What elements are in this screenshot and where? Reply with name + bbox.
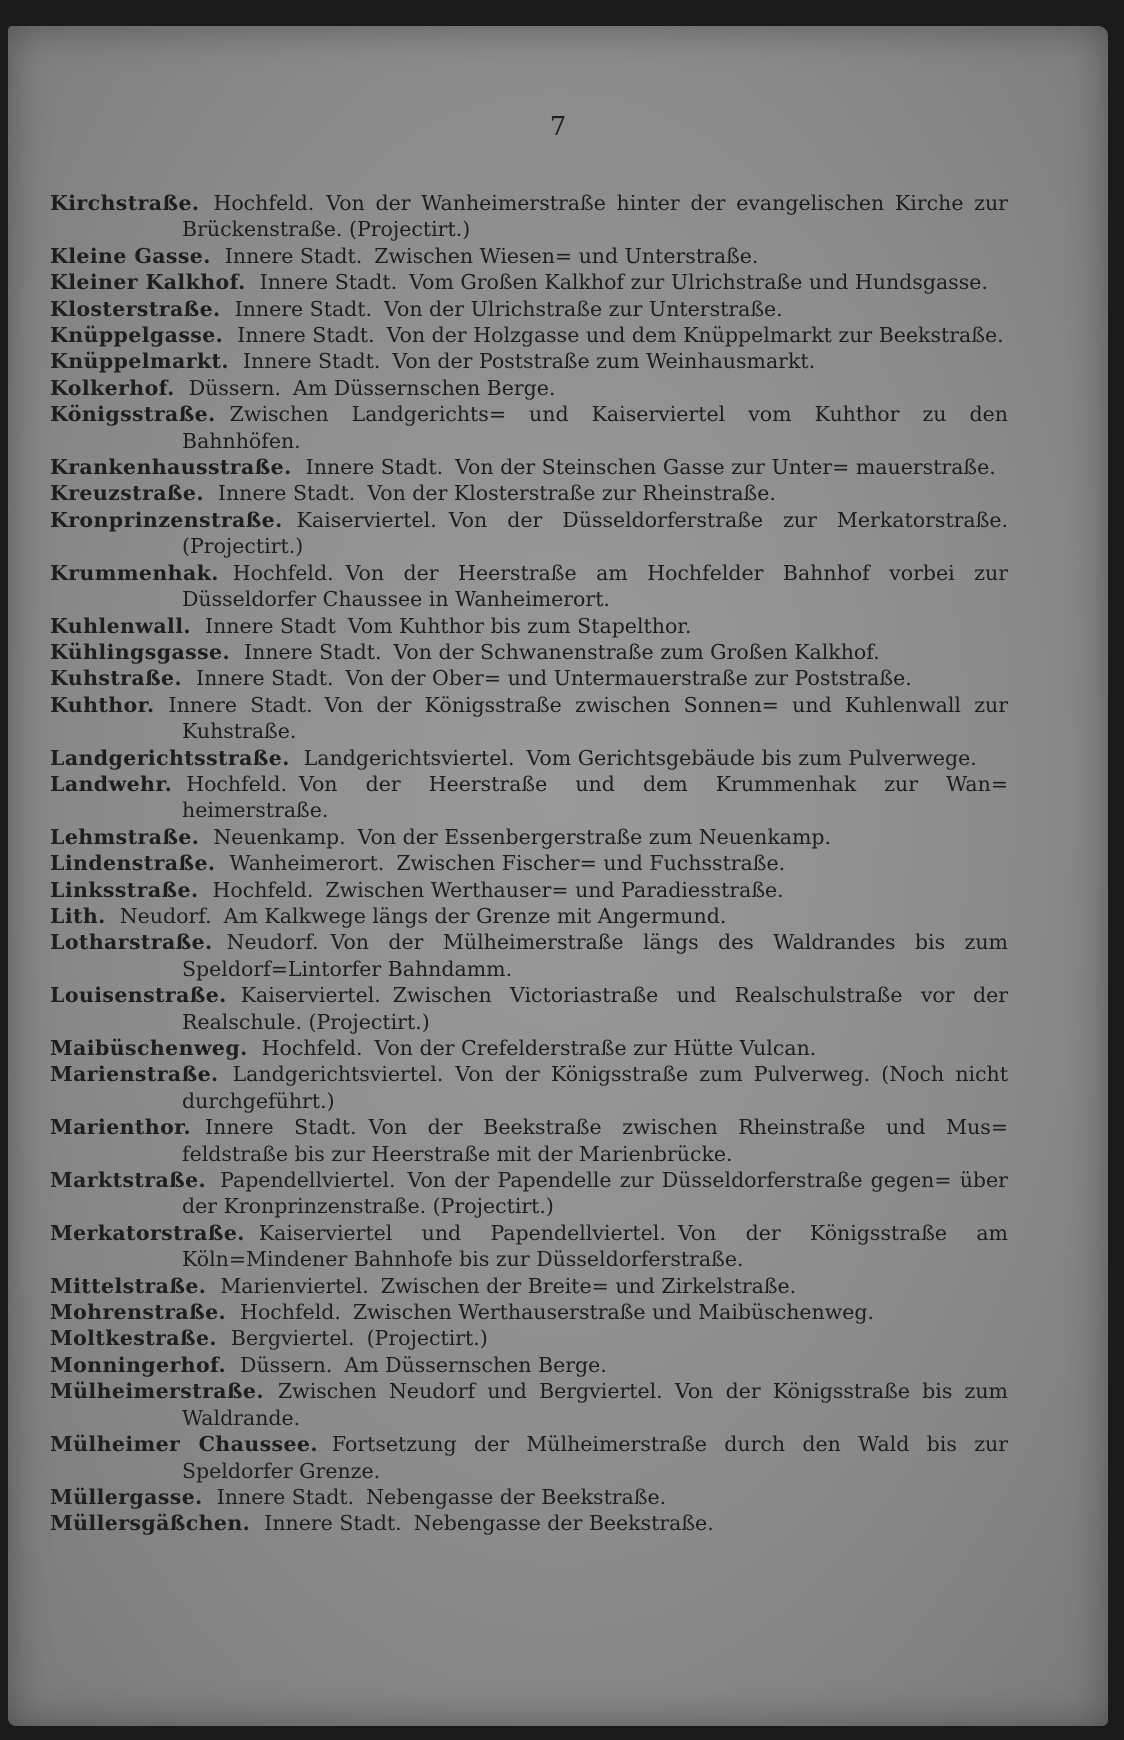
street-entry (50, 1167, 1008, 1220)
street-description: Zwischen der Breite= und Zirkelstraße. (380, 1273, 797, 1298)
street-district: Kaiserviertel. (296, 507, 437, 532)
street-entry (50, 1484, 1008, 1510)
street-description: Von der Ulrichstraße zur Unterstraße. (384, 296, 783, 321)
street-entry (50, 665, 1008, 691)
street-district: Hochfeld. (213, 191, 315, 215)
street-district: Innere Stadt. (205, 1115, 357, 1140)
street-district: Düssern. (188, 375, 282, 400)
street-district: Marienviertel. (220, 1273, 369, 1298)
street-description: Am Kalkwege längs der Grenze mit Angermund. (223, 903, 727, 928)
street-description: Von der Klosterstraße zur Rheinstraße. (367, 481, 776, 506)
street-description: Zwischen Werthauserstraße und Maibüschenweg. (352, 1300, 875, 1325)
street-name: Kuhthor. (50, 692, 155, 717)
street-entry (50, 560, 1008, 613)
street-district: Düssern. (240, 1352, 333, 1377)
street-entry (50, 507, 1008, 560)
street-description: Vom Kuhthor bis zum Stapelthor. (347, 613, 692, 638)
street-name: Landwehr. (50, 771, 173, 796)
street-description: Nebengasse der Beekstraße. (413, 1511, 714, 1536)
street-name: Königsstraße. (50, 402, 216, 427)
street-name: Marienstraße. (50, 1062, 219, 1087)
street-district: Hochfeld. (186, 771, 288, 796)
street-name: Lehmstraße. (50, 824, 200, 849)
street-name: Knüppelgasse. (50, 323, 224, 348)
street-entry (50, 639, 1008, 665)
street-district: Hochfeld. (212, 877, 314, 902)
street-name: Moltkestraße. (50, 1326, 217, 1351)
street-name: Kühlingsgasse. (50, 639, 231, 664)
street-description: Zwischen Neudorf und Bergviertel. Von der Königsstraße bis zum Waldrande. (182, 1379, 1008, 1430)
street-entry (50, 1352, 1008, 1378)
street-district: Kaiserviertel und Papendellviertel. (258, 1220, 666, 1245)
street-description: Von der Königsstraße zwischen Sonnen= und Kuhlenwall zur Kuhstraße. (182, 692, 1009, 744)
street-description: Am Düssernschen Berge. (344, 1352, 607, 1377)
street-district: Innere Stadt. (237, 323, 375, 348)
street-name: Mülheimerstraße. (50, 1379, 264, 1404)
street-entry (50, 1273, 1008, 1299)
street-description: Von der Beekstraße zwischen Rheinstraße und Mus= feldstraße bis zur Heerstraße mit der Marienbrücke. (182, 1115, 1008, 1166)
street-entry (50, 1220, 1008, 1273)
street-name: Krankenhausstraße. (50, 455, 292, 480)
street-district: Innere Stadt. (224, 243, 363, 268)
street-name: Müllergasse. (50, 1484, 203, 1509)
street-name: Linksstraße. (50, 877, 199, 902)
street-entry (50, 1114, 1008, 1167)
street-description: Von der Mülheimerstraße längs des Waldrandes bis zum Speldorf=Lintorfer Bahndamm. (182, 930, 1008, 981)
street-name: Louisenstraße. (50, 983, 227, 1008)
street-district: Innere Stadt. (168, 692, 313, 717)
street-name: Mülheimer Chaussee. (50, 1432, 318, 1457)
street-entry (50, 877, 1008, 903)
document-page (8, 26, 1108, 1726)
street-name: Kirchstraße. (50, 191, 200, 215)
street-description: Von der Heerstraße und dem Krummenhak zur Wan= heimerstraße. (182, 771, 1008, 823)
street-description: Von der Heerstraße am Hochfelder Bahnhof vorbei zur Düsseldorfer Chaussee in Wanheimerort. (182, 560, 1008, 612)
street-name: Krummenhak. (50, 560, 219, 585)
street-directory-list (50, 190, 1008, 1537)
street-entry (50, 1378, 1008, 1431)
street-entry (50, 1510, 1008, 1536)
street-district: Hochfeld. (240, 1300, 341, 1325)
street-name: Kuhstraße. (50, 666, 183, 691)
street-description: Von der Steinschen Gasse zur Unter= mauerstraße. (455, 455, 996, 480)
street-description: Am Düssernschen Berge. (293, 375, 556, 400)
street-description: Zwischen Fischer= und Fuchsstraße. (396, 851, 786, 876)
street-district: Hochfeld. (232, 560, 334, 585)
street-description: Fortsetzung der Mülheimerstraße durch den Wald bis zur Speldorfer Grenze. (182, 1432, 1009, 1483)
street-entry (50, 348, 1008, 374)
street-district: Innere Stadt. (259, 270, 398, 295)
street-district: Innere Stadt (204, 613, 336, 638)
street-district: Wanheimerort. (229, 851, 385, 876)
street-entry (50, 190, 1008, 243)
street-name: Knüppelmarkt. (50, 349, 229, 374)
street-description: Nebengasse der Beekstraße. (366, 1484, 667, 1509)
street-description: Zwischen Victoriastraße und Realschulstraße vor der Realschule. (Projectirt.) (182, 983, 1008, 1034)
street-district: Papendellviertel. (220, 1168, 396, 1193)
street-name: Mohrenstraße. (50, 1300, 227, 1325)
street-name: Kronprinzenstraße. (50, 507, 283, 532)
street-name: Mittelstraße. (50, 1273, 207, 1298)
street-entry (50, 613, 1008, 639)
street-description: Von der Königsstraße zum Pulverweg. (Noch nicht durchgeführt.) (182, 1062, 1008, 1113)
street-entry (50, 454, 1008, 480)
street-district: Innere Stadt. (217, 481, 356, 506)
street-name: Kleiner Kalkhof. (50, 270, 246, 295)
street-entry (50, 269, 1008, 295)
street-entry (50, 1061, 1008, 1114)
street-name: Kolkerhof. (50, 375, 175, 400)
street-district: Neudorf. (119, 903, 212, 928)
street-description: Von der Wanheimerstraße hinter der evangelischen Kirche zur Brückenstraße. (Projectirt.) (182, 191, 1008, 242)
street-entry (50, 1035, 1008, 1061)
street-name: Klosterstraße. (50, 296, 221, 321)
street-entry (50, 322, 1008, 348)
street-district: Innere Stadt. (242, 349, 381, 374)
street-district: Landgerichtsviertel. (303, 745, 515, 770)
street-entry (50, 296, 1008, 322)
street-description: Von der Poststraße zum Weinhausmarkt. (392, 349, 816, 374)
street-district: Innere Stadt. (216, 1484, 355, 1509)
street-description: Zwischen Werthauser= und Paradiesstraße. (325, 877, 784, 902)
page-number: 7 (549, 112, 567, 142)
street-name: Kreuzstraße. (50, 481, 204, 506)
street-district: Innere Stadt. (264, 1511, 402, 1536)
street-entry (50, 692, 1008, 745)
street-name: Monningerhof. (50, 1352, 227, 1377)
street-description: Zwischen Landgerichts= und Kaiserviertel vom Kuhthor zu den Bahnhöfen. (182, 402, 1008, 453)
street-entry (50, 745, 1008, 771)
street-district: Innere Stadt. (305, 455, 444, 480)
street-description: Von der Essenbergerstraße zum Neuenkamp. (357, 824, 832, 849)
street-description: Von der Schwanenstraße zum Großen Kalkhof. (393, 639, 880, 664)
street-description: Zwischen Wiesen= und Unterstraße. (374, 243, 759, 268)
street-description: Von der Holzgasse und dem Knüppelmarkt zur Beekstraße. (386, 323, 1004, 348)
street-district: Neuenkamp. (213, 824, 346, 849)
street-name: Lotharstraße. (50, 930, 213, 955)
street-name: Landgerichtsstraße. (50, 745, 290, 770)
street-name: Lith. (50, 903, 106, 928)
street-entry (50, 243, 1008, 269)
street-description: Von der Crefelderstraße zur Hütte Vulcan. (374, 1036, 817, 1060)
street-district: Innere Stadt. (196, 666, 334, 691)
street-name: Marktstraße. (50, 1168, 207, 1193)
street-entry (50, 1299, 1008, 1325)
street-entry (50, 1325, 1008, 1351)
street-district: Landgerichtsviertel. (232, 1062, 444, 1087)
street-name: Maibüschenweg. (50, 1036, 248, 1060)
street-description: Von der Papendelle zur Düsseldorferstraße gegen= über der Kronprinzenstraße. (Projectirt.) (182, 1168, 1008, 1219)
street-name: Kuhlenwall. (50, 613, 191, 638)
street-district: Neudorf. (226, 930, 319, 955)
street-entry (50, 480, 1008, 506)
street-description: Von der Ober= und Untermauerstraße zur Poststraße. (345, 666, 912, 691)
street-district: Kaiserviertel. (240, 983, 381, 1008)
street-entry (50, 903, 1008, 929)
street-name: Merkatorstraße. (50, 1220, 245, 1245)
street-description: Vom Großen Kalkhof zur Ulrichstraße und Hundsgasse. (409, 270, 988, 295)
street-description: Von der Düsseldorferstraße zur Merkatorstraße. (Projectirt.) (182, 507, 1008, 559)
street-description: Vom Gerichtsgebäude bis zum Pulverwege. (526, 745, 977, 770)
street-entry (50, 1431, 1008, 1484)
street-entry (50, 824, 1008, 850)
street-entry (50, 401, 1008, 454)
street-description: Von der Königsstraße am Köln=Mindener Bahnhofe bis zur Düsseldorferstraße. (182, 1220, 1008, 1272)
street-district: Innere Stadt. (234, 296, 373, 321)
street-entry (50, 375, 1008, 401)
street-name: Lindenstraße. (50, 851, 216, 876)
street-entry (50, 929, 1008, 982)
street-entry (50, 771, 1008, 824)
street-name: Marienthor. (50, 1115, 192, 1140)
street-name: Kleine Gasse. (50, 243, 211, 268)
street-district: Innere Stadt. (244, 639, 382, 664)
street-district: Hochfeld. (261, 1036, 363, 1060)
street-description: (Projectirt.) (366, 1326, 488, 1351)
street-entry (50, 850, 1008, 876)
street-entry (50, 982, 1008, 1035)
street-district: Bergviertel. (230, 1326, 355, 1351)
street-name: Müllersgäßchen. (50, 1511, 251, 1536)
